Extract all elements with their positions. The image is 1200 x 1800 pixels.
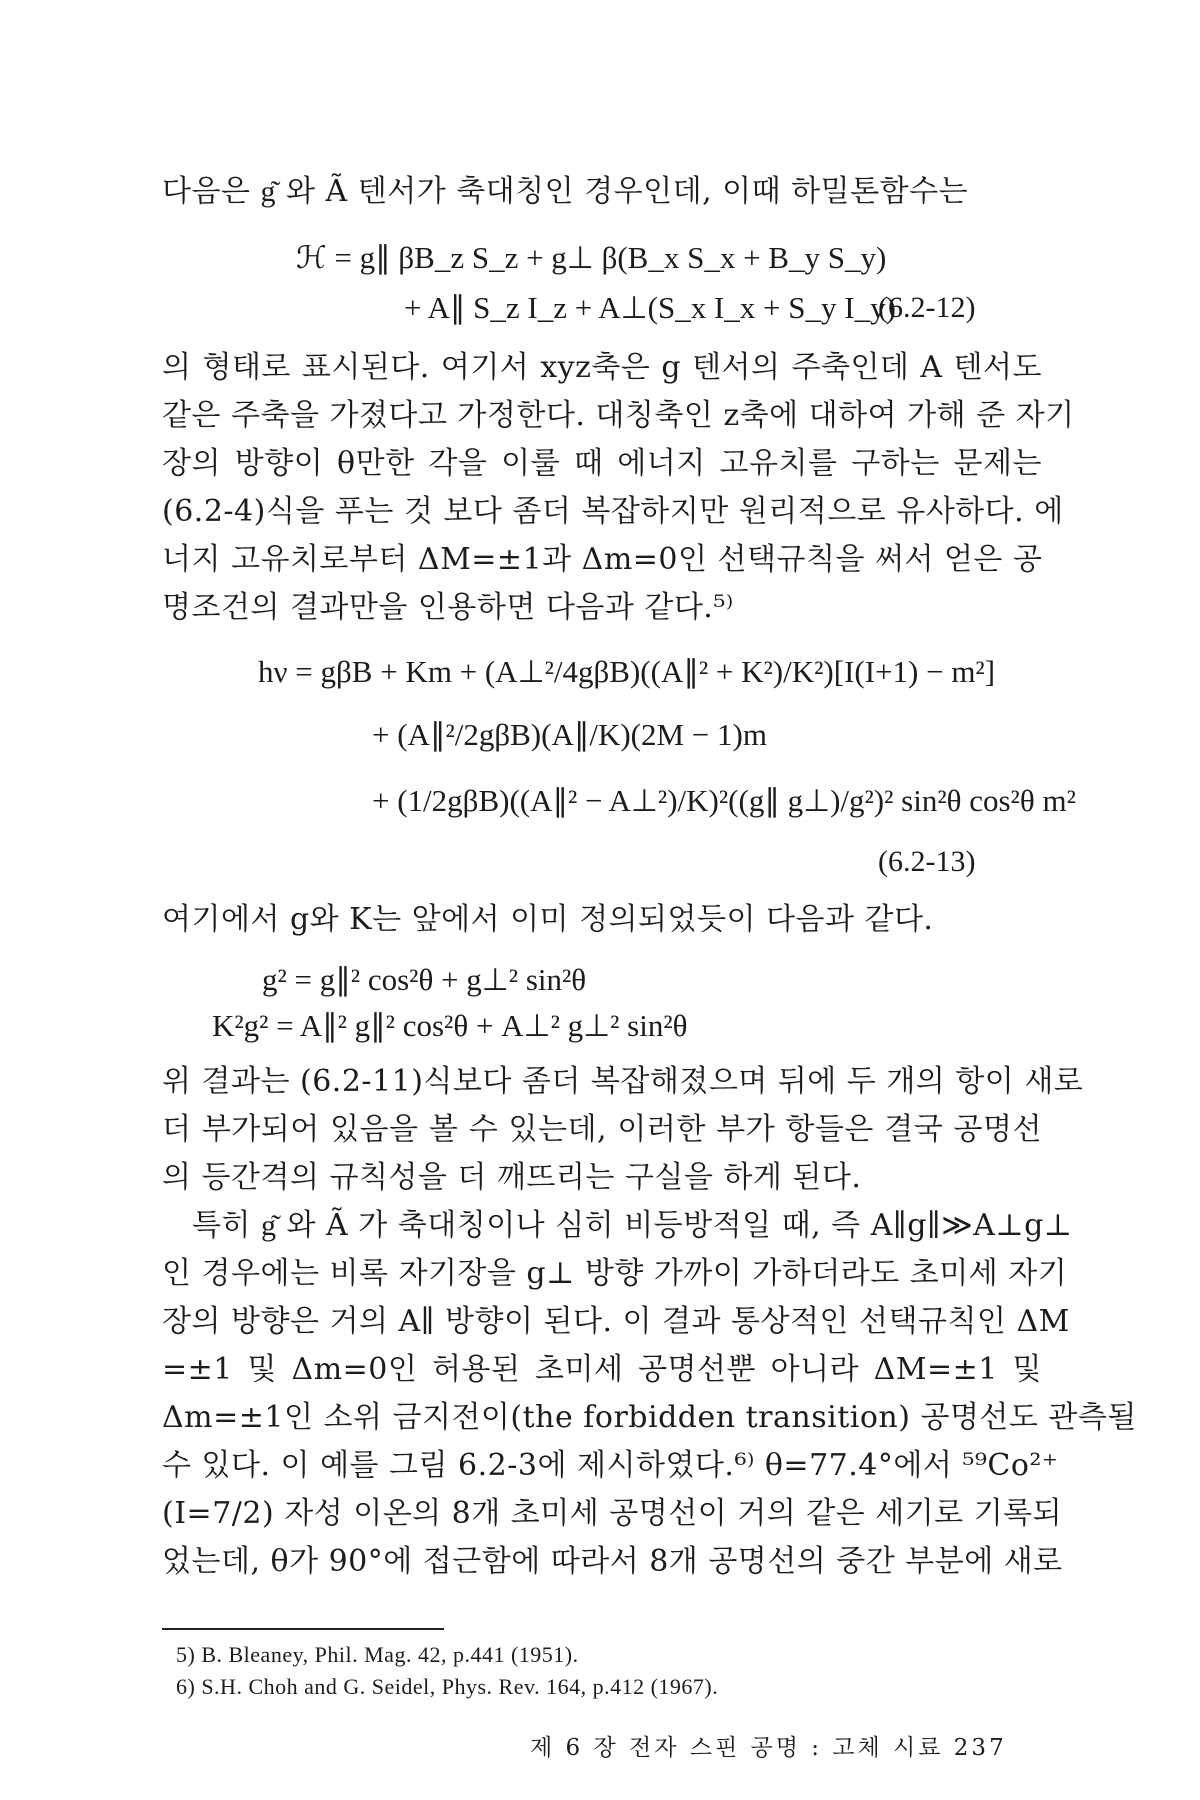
paragraph-5-line: Δm=±1인 소위 금지전이(the forbidden transition) 공명선도 관측될 [162, 1400, 1137, 1435]
footnote-5: 5) B. Bleaney, Phil. Mag. 42, p.441 (1951). [176, 1642, 579, 1667]
paragraph-3-intro: 여기에서 g와 K는 앞에서 이미 정의되었듯이 다음과 같다. [162, 902, 934, 937]
paragraph-5-line: (I=7/2) 자성 이온의 8개 초미세 공명선이 거의 같은 세기로 기록되 [162, 1496, 1063, 1531]
paragraph-5-line: 수 있다. 이 예를 그림 6.2-3에 제시하였다.⁶⁾ θ=77.4°에서 ⁵⁹Co²⁺ [162, 1448, 1059, 1483]
equation-13-number: (6.2-13) [878, 845, 976, 878]
paragraph-2-line: 장의 방향이 θ만한 각을 이룰 때 에너지 고유치를 구하는 문제는 [162, 446, 1042, 481]
definition-g-squared: g² = g∥² cos²θ + g⊥² sin²θ [262, 962, 587, 997]
footnote-divider [162, 1628, 444, 1630]
paragraph-5-line: =±1 및 Δm=0인 허용된 초미세 공명선뿐 아니라 ΔM=±1 및 [162, 1352, 1042, 1387]
running-footer: 제 6 장 전자 스핀 공명 : 고체 시료 237 [530, 1735, 1007, 1761]
paragraph-2-line: 명조건의 결과만을 인용하면 다음과 같다.⁵⁾ [162, 590, 734, 625]
equation-13-line-2: + (A∥²/2gβB)(A∥/K)(2M − 1)m [372, 717, 767, 752]
equation-13-line-1: hν = gβB + Km + (A⊥²/4gβB)((A∥² + K²)/K²)[I(I+1) − m²] [258, 654, 996, 689]
paragraph-5-line: 장의 방향은 거의 A∥ 방향이 된다. 이 결과 통상적인 선택규칙인 ΔM [162, 1304, 1070, 1339]
paragraph-4-line: 더 부가되어 있음을 볼 수 있는데, 이러한 부가 항들은 결국 공명선 [162, 1112, 1042, 1147]
paragraph-5-line: 인 경우에는 비록 자기장을 g⊥ 방향 가까이 가하더라도 초미세 자기 [162, 1256, 1068, 1291]
equation-12-number: (6.2-12) [878, 291, 976, 324]
footnote-6: 6) S.H. Choh and G. Seidel, Phys. Rev. 164, p.412 (1967). [176, 1674, 719, 1699]
paragraph-5-line: 특히 g͂ 와 Ã 가 축대칭이나 심히 비등방적일 때, 즉 A∥g∥≫A⊥g⊥ [192, 1208, 1073, 1243]
paragraph-1-intro: 다음은 g͂ 와 Ã 텐서가 축대칭인 경우인데, 이때 하밀톤함수는 [162, 174, 969, 209]
paragraph-2-line: 의 형태로 표시된다. 여기서 xyz축은 g 텐서의 주축인데 A 텐서도 [162, 350, 1042, 385]
paragraph-4-line: 위 결과는 (6.2-11)식보다 좀더 복잡해졌으며 뒤에 두 개의 항이 새로 [162, 1064, 1084, 1099]
equation-12-line-2: + A∥ S_z I_z + A⊥(S_x I_x + S_y I_y) [404, 290, 896, 325]
equation-13-line-3: + (1/2gβB)((A∥² − A⊥²)/K)²((g∥ g⊥)/g²)² sin²θ cos²θ m² [372, 783, 1076, 818]
paragraph-4-line: 의 등간격의 규칙성을 더 깨뜨리는 구실을 하게 된다. [162, 1160, 862, 1195]
equation-12-line-1: ℋ = g∥ βB_z S_z + g⊥ β(B_x S_x + B_y S_y) [296, 240, 887, 275]
paragraph-2-line: 같은 주축을 가졌다고 가정한다. 대칭축인 z축에 대하여 가해 준 자기 [162, 398, 1075, 433]
paragraph-5-line: 었는데, θ가 90°에 접근함에 따라서 8개 공명선의 중간 부분에 새로 [162, 1544, 1063, 1579]
paragraph-2-line: (6.2-4)식을 푸는 것 보다 좀더 복잡하지만 원리적으로 유사하다. 에 [162, 494, 1064, 529]
definition-k-squared: K²g² = A∥² g∥² cos²θ + A⊥² g⊥² sin²θ [212, 1008, 688, 1043]
paragraph-2-line: 너지 고유치로부터 ΔM=±1과 Δm=0인 선택규칙을 써서 얻은 공 [162, 542, 1043, 577]
